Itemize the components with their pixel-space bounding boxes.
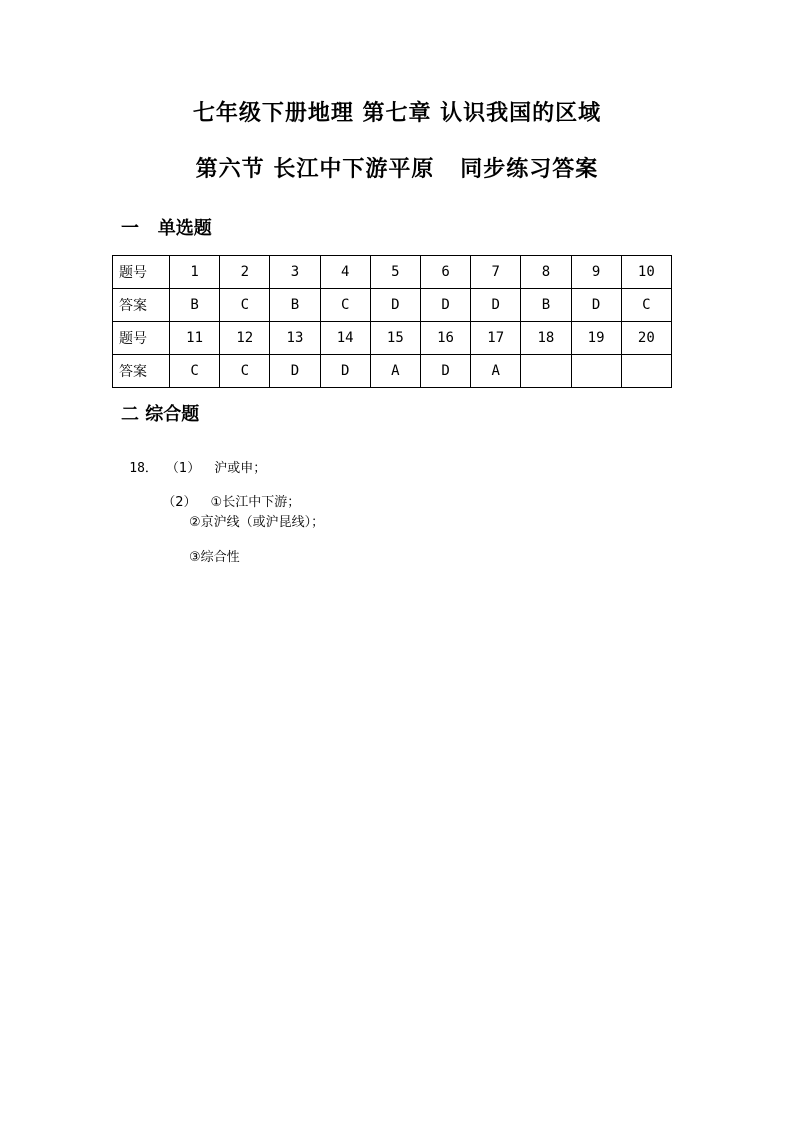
table-row [113,256,672,289]
table-row [113,355,672,388]
table-cell: 6 [420,256,470,289]
table-cell: 14 [320,322,370,355]
part-2-line [154,476,300,510]
answer-table-body [113,256,672,388]
table-cell: C [220,355,270,388]
table-cell: B [270,289,320,322]
document-title: 七年级下册地理 第七章 认识我国的区域 [192,100,602,126]
table-cell: 10 [621,256,671,289]
table-cell: B [170,289,220,322]
table-cell: C [170,355,220,388]
table-cell: 8 [521,256,571,289]
table-cell [621,355,671,388]
table-row [113,289,672,322]
table-cell: 15 [370,322,420,355]
table-cell: A [370,355,420,388]
question-18-line [121,442,266,476]
document-subtitle: 第六节 长江中下游平原 同步练习答案 [195,156,599,182]
table-cell: D [471,289,521,322]
part-1-label: （1） [165,461,201,476]
table-cell: B [521,289,571,322]
table-cell: 12 [220,322,270,355]
table-cell: 19 [571,322,621,355]
table-cell: D [370,289,420,322]
table-row-label: 答案 [113,355,170,388]
table-cell: 17 [471,322,521,355]
table-cell: 2 [220,256,270,289]
table-cell: 11 [170,322,220,355]
table-cell: D [320,355,370,388]
part-1-answer: 沪或申； [214,461,267,476]
table-cell: C [621,289,671,322]
table-cell: 7 [471,256,521,289]
table-cell: D [420,289,470,322]
table-cell: 5 [370,256,420,289]
table-row-label: 答案 [113,289,170,322]
table-cell: 1 [170,256,220,289]
table-cell: A [471,355,521,388]
table-cell: 18 [521,322,571,355]
table-row-label: 题号 [113,256,170,289]
question-number: 18． [129,461,158,476]
table-cell [521,355,571,388]
part-2-answer-c: ③综合性 [189,550,240,565]
table-cell: C [320,289,370,322]
table-cell: 9 [571,256,621,289]
part-2-label: （2） [162,495,197,510]
section-heading-single-choice: 一 单选题 [121,218,212,239]
table-cell: 13 [270,322,320,355]
table-cell: D [571,289,621,322]
table-cell: 4 [320,256,370,289]
part-2-answer-a: ①长江中下游； [210,495,301,510]
table-cell: C [220,289,270,322]
table-row-label: 题号 [113,322,170,355]
table-cell: 16 [420,322,470,355]
table-row [113,322,672,355]
part-2-answer-b: ②京沪线（或沪昆线）； [189,515,325,530]
table-cell: D [270,355,320,388]
table-cell: D [420,355,470,388]
answer-table [112,255,672,388]
table-cell: 20 [621,322,671,355]
table-cell: 3 [270,256,320,289]
table-cell [571,355,621,388]
section-heading-comprehensive: 二 综合题 [121,404,200,425]
